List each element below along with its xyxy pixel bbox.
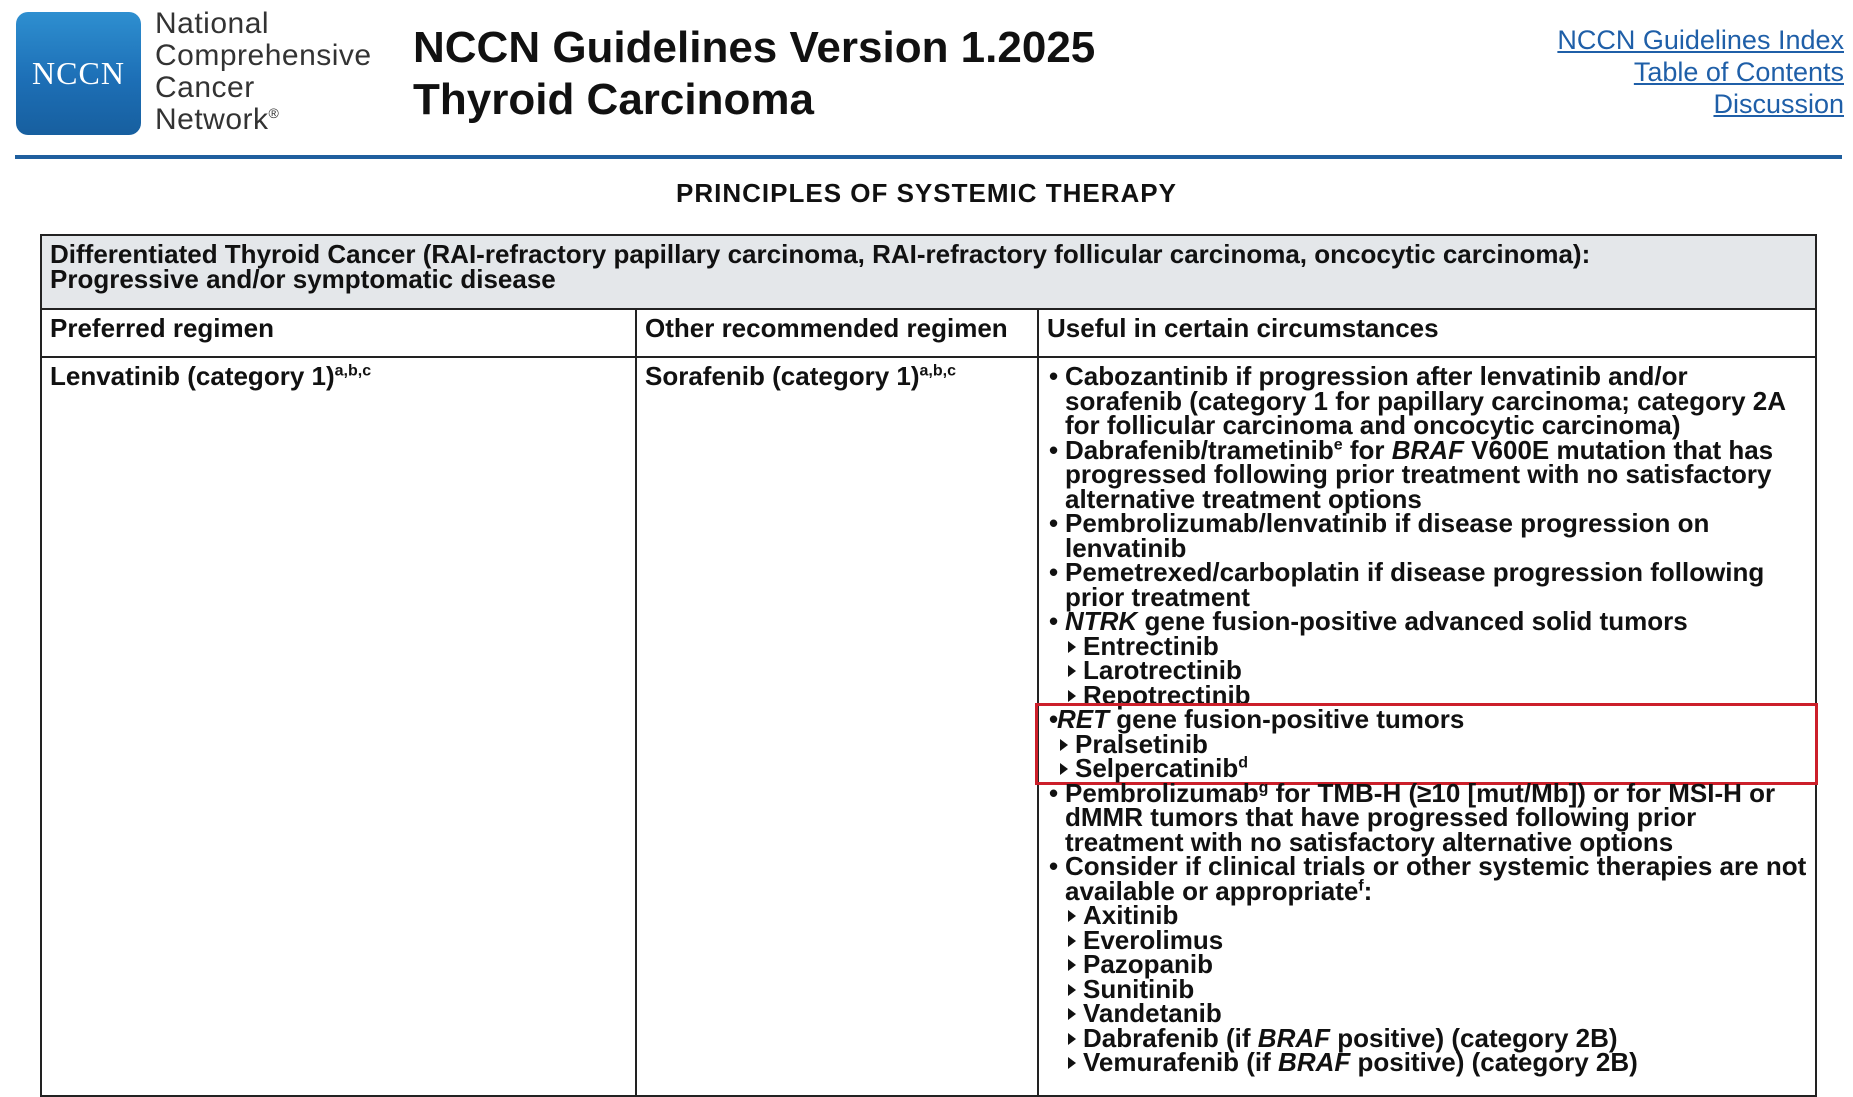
sub-list-item: Entrectinib xyxy=(1065,634,1807,659)
header-divider xyxy=(15,155,1842,159)
table-of-contents-link[interactable]: Table of Contents xyxy=(1633,57,1844,87)
regimen-row xyxy=(41,357,1816,1096)
cancer-type: Thyroid Carcinoma xyxy=(413,75,814,124)
sub-list-item: Everolimus xyxy=(1065,928,1807,953)
sub-list-item: Repotrectinib xyxy=(1065,683,1807,708)
list-item: • Cabozantinib if progression after lenvatinib and/or sorafenib (category 1 for papillary carcinoma; category 2A for follicular carcinoma and oncocytic carcinoma) xyxy=(1047,364,1807,438)
sub-list-item: Vemurafenib (if BRAF positive) (category 2B) xyxy=(1065,1050,1807,1075)
list-item: • Consider if clinical trials or other systemic therapies are not available or appropriate$^f$: Axitinib Everolimus Pazopanib Sunitinib Vandetanib Dabrafenib (if BRAF positive) (category 2B) Vemurafenib (if BRAF positive) (category 2B) xyxy=(1047,854,1807,1075)
nav-links xyxy=(1557,24,1844,120)
useful-circumstances xyxy=(1038,357,1816,1096)
sub-list-item: Dabrafenib (if BRAF positive) (category 2B) xyxy=(1065,1026,1807,1051)
nccn-logo xyxy=(16,12,141,135)
sub-list-item: Larotrectinib xyxy=(1065,658,1807,683)
col-header-circumstances: Useful in certain circumstances xyxy=(1038,309,1816,357)
organization-name: National Comprehensive Cancer Network® xyxy=(155,7,372,136)
discussion-link[interactable]: Discussion xyxy=(1713,89,1844,119)
sub-list-item: Sunitinib xyxy=(1065,977,1807,1002)
sub-list-item: Pralsetinib xyxy=(1057,732,1814,757)
guidelines-index-link[interactable]: NCCN Guidelines Index xyxy=(1557,25,1844,55)
column-header-row xyxy=(41,309,1816,357)
sub-list-item: Axitinib xyxy=(1065,903,1807,928)
list-item: • Pembrolizumab/lenvatinib if disease progression on lenvatinib xyxy=(1047,511,1807,560)
list-item: • Pemetrexed/carboplatin if disease progression following prior treatment xyxy=(1047,560,1807,609)
section-title: PRINCIPLES OF SYSTEMIC THERAPY xyxy=(676,178,1177,208)
logo-text: NCCN xyxy=(32,55,125,91)
sub-list-item: Pazopanib xyxy=(1065,952,1807,977)
col-header-other: Other recommended regimen xyxy=(636,309,1038,357)
guidelines-version: NCCN Guidelines Version 1.2025 xyxy=(413,23,1096,72)
page-title xyxy=(413,22,1095,126)
list-item: • Dabrafenib/trametinib$^e$ for BRAF V600E mutation that has progressed following prior treatment with no satisfactory alternative treatment options xyxy=(1047,438,1807,512)
systemic-therapy-table xyxy=(40,234,1817,1097)
other-regimen: Sorafenib (category 1)$^{a,b,c}$ xyxy=(636,357,1038,1096)
list-item: • NTRK gene fusion-positive advanced solid tumors Entrectinib Larotrectinib Repotrectinib xyxy=(1047,609,1807,707)
preferred-regimen: Lenvatinib (category 1)$^{a,b,c}$ xyxy=(41,357,636,1096)
col-header-preferred: Preferred regimen xyxy=(41,309,636,357)
sub-list-item: Vandetanib xyxy=(1065,1001,1807,1026)
table-heading: Differentiated Thyroid Cancer (RAI-refractory papillary carcinoma, RAI-refractory follicular carcinoma, oncocytic carcinoma): Progressive and/or symptomatic disease xyxy=(41,235,1816,309)
table-heading-row xyxy=(41,235,1816,309)
highlighted-ret-item: • RET gene fusion-positive tumors Pralsetinib Selpercatinib$^d$ xyxy=(1039,707,1814,781)
sub-list-item: Selpercatinib$^d$ xyxy=(1057,756,1814,781)
list-item: • Pembrolizumab$^g$ for TMB-H (≥10 [mut/Mb]) or for MSI-H or dMMR tumors that have progressed following prior treatment with no satisfactory alternative options xyxy=(1047,781,1807,855)
